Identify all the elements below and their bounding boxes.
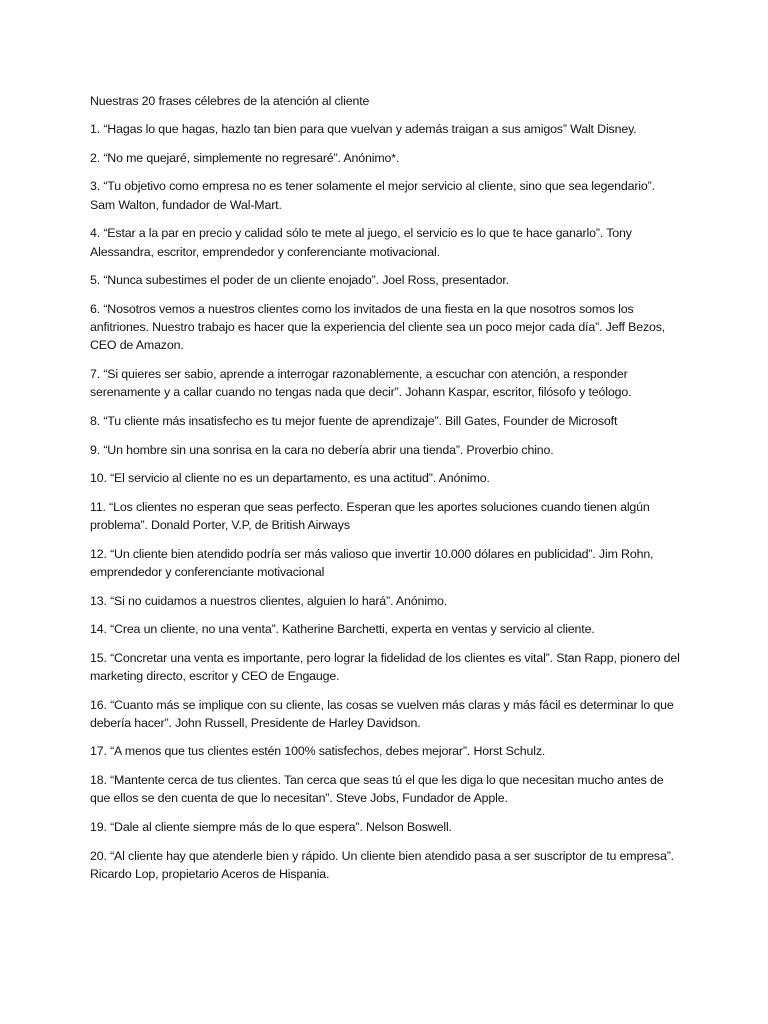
- quote-item-8: 8. “Tu cliente más insatisfecho es tu mejor fuente de aprendizaje”. Bill Gates, Founder de Microsoft: [90, 413, 618, 428]
- quote-item-5: 5. “Nunca subestimes el poder de un cliente enojado”. Joel Ross, presentador.: [90, 273, 509, 288]
- quote-item-3: 3. “Tu objetivo como empresa no es tener solamente el mejor servicio al cliente, sino que sea legendario”. Sam Walton, fundador de Wal-Mart.: [90, 179, 655, 212]
- quote-item-7: 7. “Si quieres ser sabio, aprende a interrogar razonablemente, a escuchar con atención, a responder serenamente y a callar cuando no tengas nada que decir”. Johann Kaspar, escritor, filósofo y teólogo.: [90, 367, 632, 400]
- quote-item-6: 6. “Nosotros vemos a nuestros clientes como los invitados de una fiesta en la que nosotros somos los anfitriones. Nuestro trabajo es hacer que la experiencia del cliente sea un poco mejor cada día”. Jeff Bezos, CEO de Amazon.: [90, 301, 666, 353]
- quote-item-11: 11. “Los clientes no esperan que seas perfecto. Esperan que les aportes soluciones cuando tienen algún problema”. Donald Porter, V.P, de British Airways: [90, 499, 650, 533]
- quote-item-9: 9. “Un hombre sin una sonrisa en la cara no debería abrir una tienda”. Proverbio chino.: [90, 442, 554, 457]
- quote-item-2: 2. “No me quejaré, simplemente no regresaré”. Anónimo*.: [90, 150, 400, 165]
- quote-item-13: 13. “Si no cuidamos a nuestros clientes, alguien lo hará”. Anónimo.: [90, 593, 448, 608]
- quote-item-17: 17. “A menos que tus clientes estén 100% satisfechos, debes mejorar”. Horst Schulz.: [90, 744, 546, 759]
- quote-item-15: 15. “Concretar una venta es importante, pero lograr la fidelidad de los clientes es vital”. Stan Rapp, pionero del marketing directo, escritor y CEO de Engauge.: [90, 650, 680, 683]
- quote-item-20: 20. “Al cliente hay que atenderle bien y rápido. Un cliente bien atendido pasa a ser suscriptor de tu empresa”. Ricardo Lop, propietario Aceros de Hispania.: [90, 848, 674, 881]
- quote-item-19: 19. “Dale al cliente siempre más de lo que espera”. Nelson Boswell.: [90, 819, 452, 834]
- quote-item-10: 10. “El servicio al cliente no es un departamento, es una actitud”. Anónimo.: [90, 471, 490, 486]
- quote-item-14: 14. “Crea un cliente, no una venta”. Katherine Barchetti, experta en ventas y servicio al cliente.: [90, 622, 595, 637]
- quote-item-1: 1. “Hagas lo que hagas, hazlo tan bien para que vuelvan y además traigan a sus amigos” Walt Disney.: [90, 122, 637, 137]
- quote-item-16: 16. “Cuanto más se implique con su cliente, las cosas se vuelven más claras y más fácil es determinar lo que debería hacer”. John Russell, Presidente de Harley Davidson.: [90, 697, 674, 730]
- quote-item-18: 18. “Mantente cerca de tus clientes. Tan cerca que seas tú el que les diga lo que necesitan mucho antes de que ellos se den cuenta de que lo necesitan”. Steve Jobs, Fundador de Apple.: [90, 773, 664, 806]
- document-title: Nuestras 20 frases célebres de la atención al cliente: [90, 94, 370, 108]
- quote-item-4: 4. “Estar a la par en precio y calidad sólo te mete al juego, el servicio es lo que te hace ganarlo”. Tony Alessandra, escritor, emprendedor y conferenciante motivacional.: [90, 226, 632, 259]
- document-body: [90, 92, 680, 893]
- quote-item-12: 12. “Un cliente bien atendido podría ser más valioso que invertir 10.000 dólares en publicidad”. Jim Rohn, emprendedor y conferenciante motivacional: [90, 546, 654, 579]
